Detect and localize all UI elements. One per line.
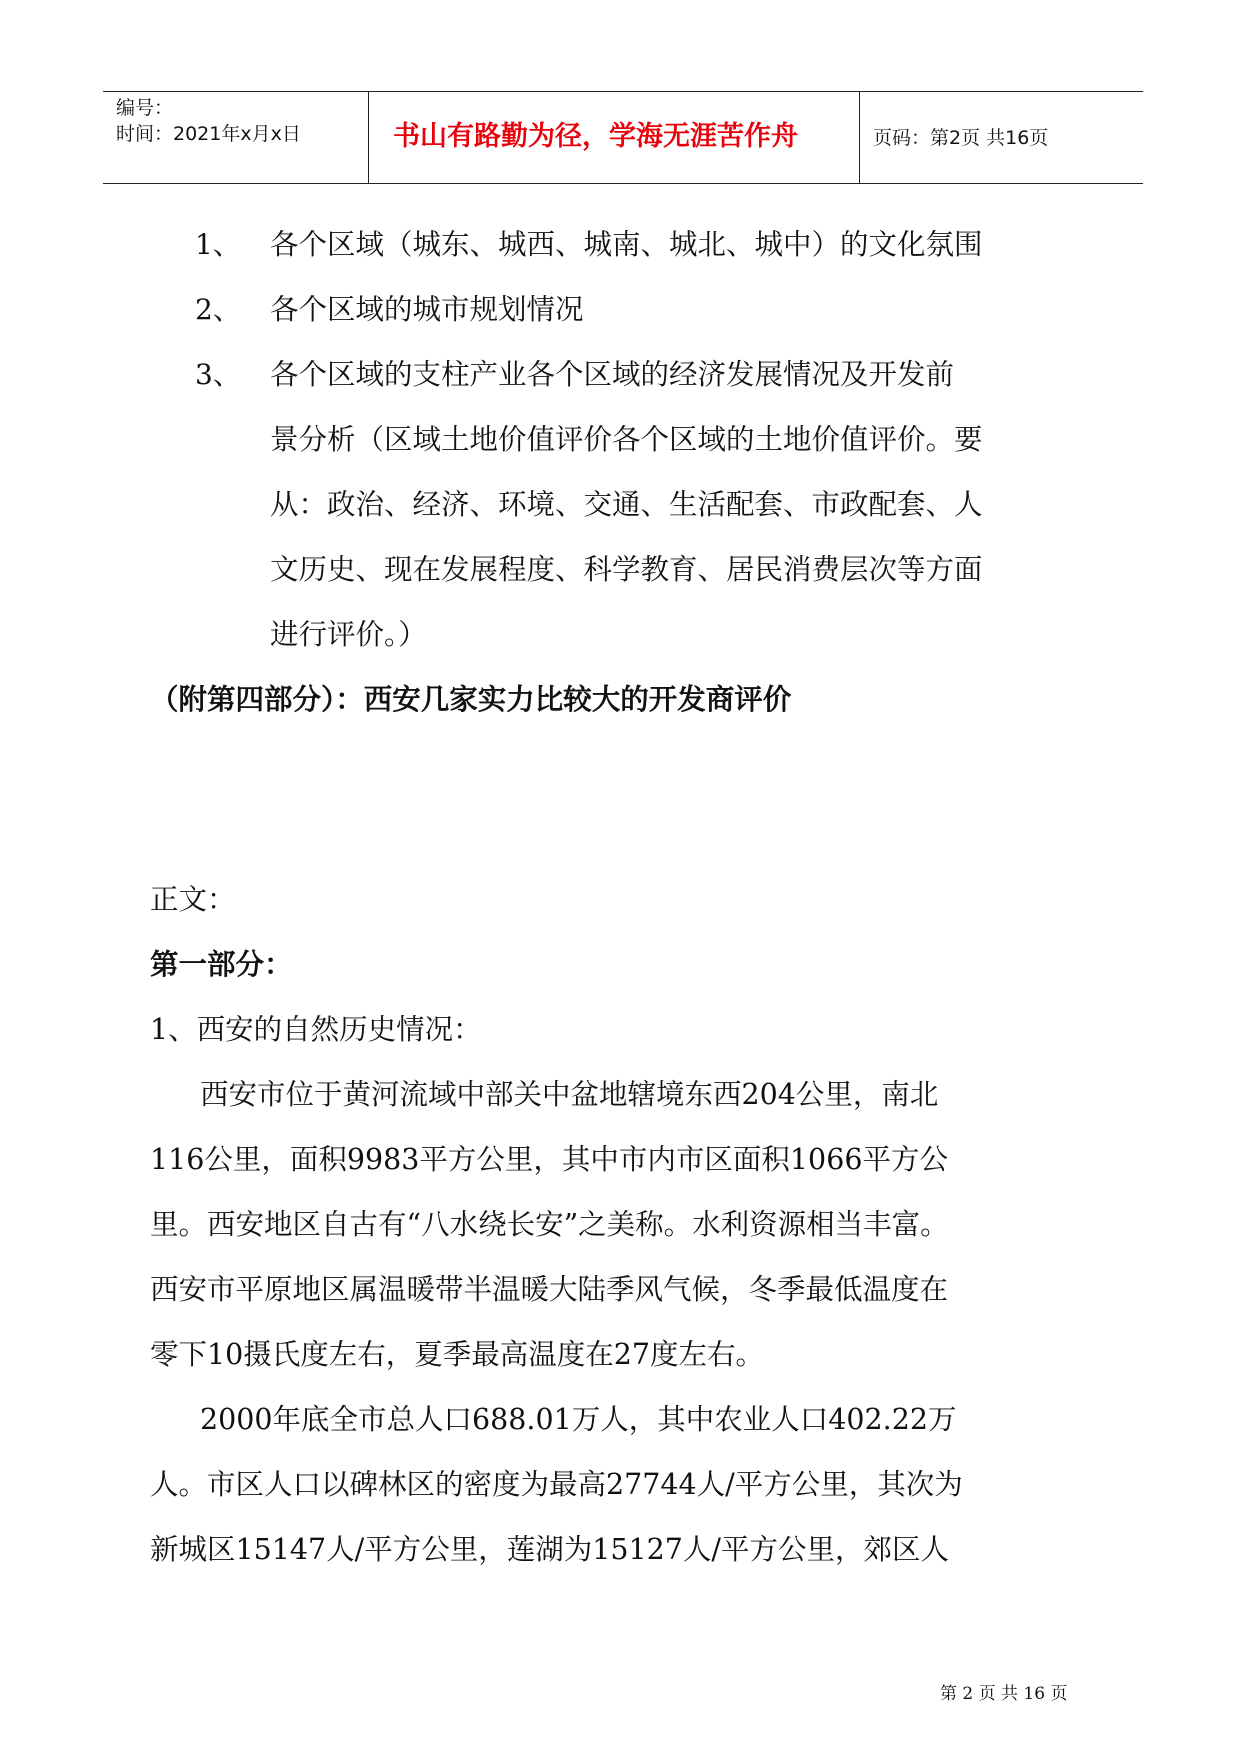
paragraph-line: 116公里，面积9983平方公里，其中市内市区面积1066平方公 — [150, 1143, 948, 1176]
header-divider — [859, 92, 860, 183]
paragraph-line: 2000年底全市总人口688.01万人，其中农业人口402.22万 — [200, 1403, 957, 1436]
paragraph-line: 西安市平原地区属温暖带半温暖大陆季风气候，冬季最低温度在 — [150, 1273, 949, 1306]
list-item-text: 从：政治、经济、环境、交通、生活配套、市政配套、人 — [270, 488, 983, 521]
page-number-label: 页码：第2页 共16页 — [873, 127, 1049, 149]
list-number: 3、 — [195, 358, 241, 391]
list-item-text: 各个区域的城市规划情况 — [270, 293, 584, 326]
paragraph-line: 新城区15147人/平方公里，莲湖为15127人/平方公里，郊区人 — [150, 1533, 950, 1566]
header-divider — [368, 92, 369, 183]
appendix-heading: （附第四部分）：西安几家实力比较大的开发商评价 — [150, 683, 792, 716]
paragraph-line: 西安市位于黄河流域中部关中盆地辖境东西204公里，南北 — [200, 1078, 939, 1111]
serial-number-label: 编号： — [116, 97, 174, 119]
list-item-text: 进行评价。） — [270, 618, 427, 651]
list-number: 1、 — [195, 228, 241, 261]
paragraph-line: 里。西安地区自古有“八水绕长安”之美称。水利资源相当丰富。 — [150, 1208, 949, 1241]
list-number: 2、 — [195, 293, 241, 326]
list-item-text: 各个区域的支柱产业各个区域的经济发展情况及开发前 — [270, 358, 955, 391]
time-label: 时间：2021年x月x日 — [116, 123, 301, 145]
paragraph-line: 人。市区人口以碑林区的密度为最高27744人/平方公里，其次为 — [150, 1468, 963, 1501]
list-item-text: 各个区域（城东、城西、城南、城北、城中）的文化氛围 — [270, 228, 983, 261]
list-item-text: 文历史、现在发展程度、科学教育、居民消费层次等方面 — [270, 553, 983, 586]
body-label: 正文： — [150, 883, 236, 916]
page-footer: 第 2 页 共 16 页 — [940, 1684, 1068, 1704]
part-heading: 第一部分： — [150, 948, 293, 981]
header-motto: 书山有路勤为径，学海无涯苦作舟 — [393, 121, 798, 152]
section-heading: 1、西安的自然历史情况： — [150, 1013, 482, 1046]
list-item-text: 景分析（区域土地价值评价各个区域的土地价值评价。要 — [270, 423, 983, 456]
page-header — [103, 91, 1143, 184]
paragraph-line: 零下10摄氏度左右，夏季最高温度在27度左右。 — [150, 1338, 765, 1371]
